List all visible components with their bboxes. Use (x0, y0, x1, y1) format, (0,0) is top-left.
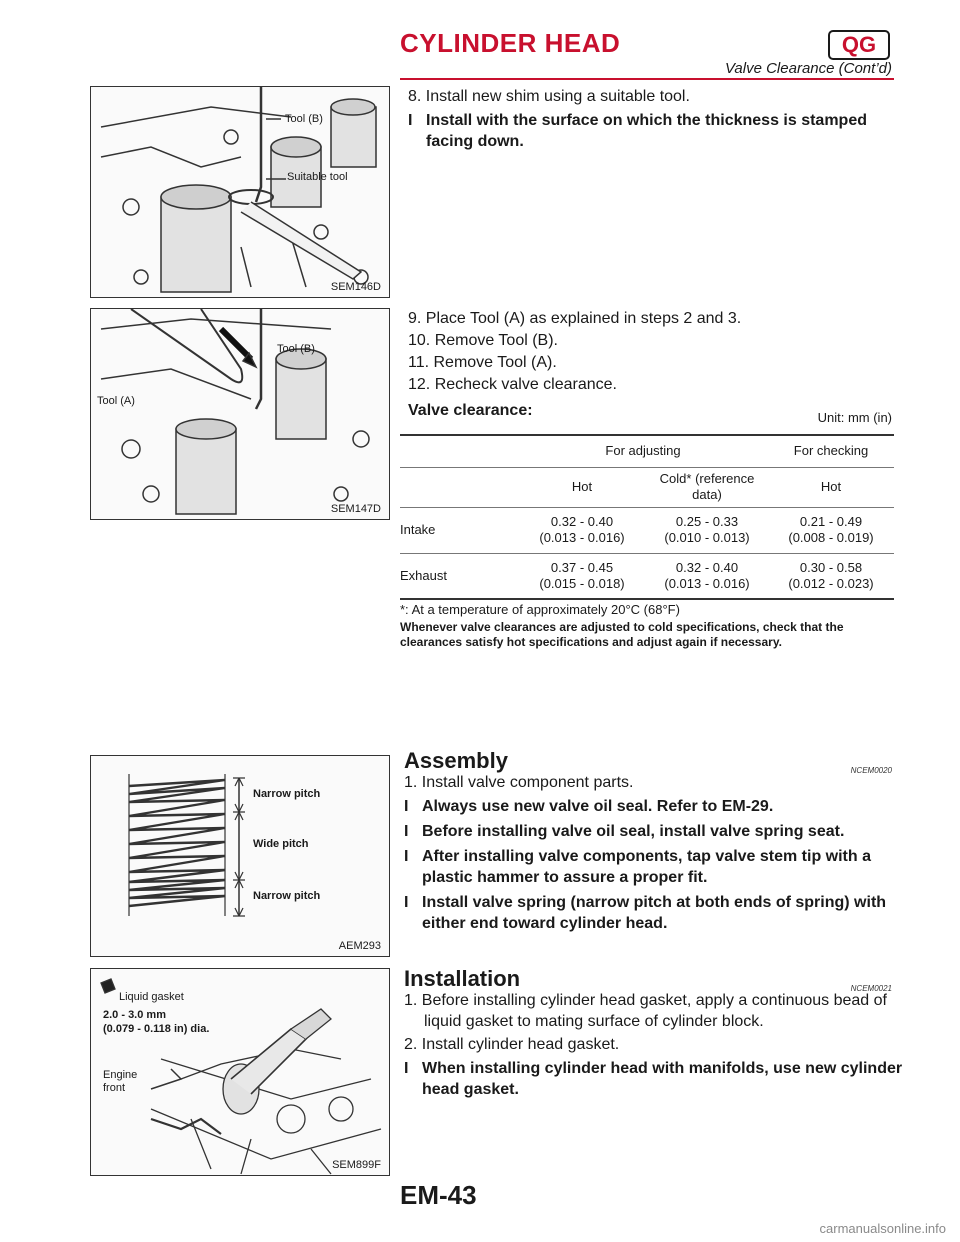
assembly-ref-code: NCEM0020 (850, 766, 892, 775)
header-for-checking: For checking (768, 435, 894, 467)
figure-code: SEM899F (332, 1159, 381, 1171)
figure-code: SEM146D (330, 281, 381, 293)
assembly-bullet-3: I After installing valve components, tap valve stem tip with a plastic hammer to assure a proper fit. (404, 848, 871, 886)
label-bead-size-mm: 2.0 - 3.0 mm (103, 1009, 166, 1021)
step-12: 12. Recheck valve clearance. (408, 376, 617, 393)
figure-valve-spring (90, 755, 390, 957)
assembly-step-1: 1. Install valve component parts. (404, 774, 634, 791)
figure-shim-install (90, 86, 390, 298)
label-tool-b: Tool (B) (285, 113, 323, 125)
row-label-exhaust: Exhaust (400, 553, 518, 599)
step-8-bullet: I Install with the surface on which the thickness is stamped facing down. (408, 112, 867, 150)
watermark: carmanualsonline.info (819, 1221, 946, 1236)
cell-exhaust-adjust-cold: 0.32 - 0.40 (0.013 - 0.016) (646, 553, 768, 599)
figure-tool-placement-drawing (91, 309, 389, 519)
assembly-bullet-4: I Install valve spring (narrow pitch at both ends of spring) with either end toward cylinder head. (404, 894, 887, 932)
figure-code: AEM293 (338, 940, 381, 952)
table-footnote: *: At a temperature of approximately 20°C (68°F) (400, 602, 680, 617)
assembly-bullet-2: I Before installing valve oil seal, install valve spring seat. (404, 823, 845, 840)
steps-list (408, 308, 892, 421)
label-liquid-gasket: Liquid gasket (119, 991, 184, 1003)
figure-shim-install-drawing (91, 87, 389, 297)
label-wide-pitch: Wide pitch (253, 838, 309, 850)
step-11: 11. Remove Tool (A). (408, 354, 557, 371)
step-9: 9. Place Tool (A) as explained in steps 2 and 3. (408, 310, 742, 327)
label-tool-b: Tool (B) (277, 343, 315, 355)
valve-clearance-heading: Valve clearance: (408, 402, 533, 419)
installation-ref-code: NCEM0021 (850, 984, 892, 993)
subheader-hot-check: Hot (768, 467, 894, 507)
installation-bullet: I When installing cylinder head with manifolds, use new cylinder head gasket. (404, 1060, 903, 1098)
installation-heading: Installation (404, 966, 521, 991)
label-narrow-pitch-top: Narrow pitch (253, 788, 321, 800)
figure-code: SEM147D (330, 503, 381, 515)
row-label-intake: Intake (400, 507, 518, 553)
label-bead-size-in: (0.079 - 0.118 in) dia. (103, 1023, 210, 1035)
label-suitable-tool: Suitable tool (287, 171, 348, 183)
assembly-bullet-1: I Always use new valve oil seal. Refer to EM-29. (404, 798, 774, 815)
section-title: CYLINDER HEAD (400, 28, 621, 58)
figure-tool-placement (90, 308, 390, 520)
figure-valve-spring-drawing (91, 756, 389, 956)
cell-intake-adjust-cold: 0.25 - 0.33 (0.010 - 0.013) (646, 507, 768, 553)
assembly-bullets (404, 796, 892, 934)
installation-step-1: 1. Before installing cylinder head gasket, apply a continuous bead of liquid gasket to mating surface of cylinder block. (404, 992, 887, 1030)
section-subtitle: Valve Clearance (Cont’d) (724, 60, 892, 77)
subheader-cold: Cold* (reference data) (646, 467, 768, 507)
unit-note: Unit: mm (in) (817, 410, 892, 425)
header-for-adjusting: For adjusting (518, 435, 768, 467)
cell-exhaust-adjust-hot: 0.37 - 0.45 (0.015 - 0.018) (518, 553, 646, 599)
label-engine: Engine (103, 1069, 138, 1081)
page-number: EM-43 (400, 1180, 477, 1210)
table-row-intake (400, 507, 894, 553)
cold-spec-warning: Whenever valve clearances are adjusted to cold specifications, check that the clearances satisfy hot specifications and adjust again if necessary. (400, 620, 844, 649)
figure-liquid-gasket (90, 968, 390, 1176)
label-front: front (103, 1082, 126, 1094)
subheader-hot: Hot (518, 467, 646, 507)
header-rule (400, 78, 894, 80)
cell-exhaust-check-hot: 0.30 - 0.58 (0.012 - 0.023) (768, 553, 894, 599)
label-tool-a: Tool (A) (97, 395, 135, 407)
label-narrow-pitch-bottom: Narrow pitch (253, 890, 321, 902)
installation-step-2: 2. Install cylinder head gasket. (404, 1036, 620, 1053)
valve-clearance-table (400, 434, 894, 600)
table-row-exhaust (400, 553, 894, 599)
liquid-gasket-icon (101, 979, 115, 993)
step-8: 8. Install new shim using a suitable tool. (408, 88, 690, 105)
cell-intake-check-hot: 0.21 - 0.49 (0.008 - 0.019) (768, 507, 894, 553)
engine-badge: QG (828, 30, 890, 60)
step-10: 10. Remove Tool (B). (408, 332, 558, 349)
cell-intake-adjust-hot: 0.32 - 0.40 (0.013 - 0.016) (518, 507, 646, 553)
assembly-heading: Assembly (404, 748, 508, 773)
